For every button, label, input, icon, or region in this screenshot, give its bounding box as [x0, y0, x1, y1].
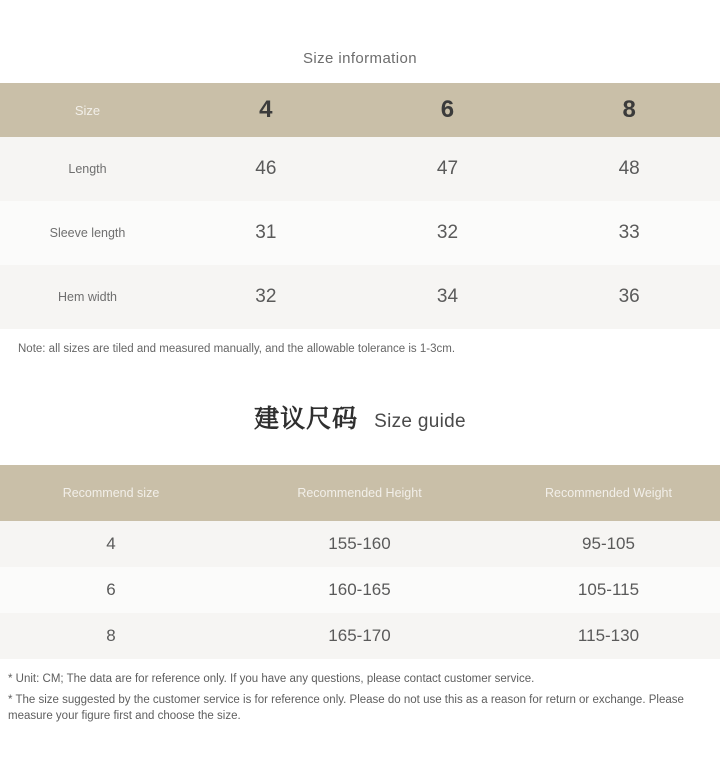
footnote-unit: * Unit: CM; The data are for reference only. If you have any questions, please contact customer service.	[8, 673, 535, 685]
size-table-header-col-3: 8	[622, 96, 636, 123]
size-guide-table-head	[0, 465, 720, 521]
size-row-label-hem: Hem width	[57, 289, 118, 304]
guide-row-1-size: 4	[106, 534, 116, 553]
size-table-header-row	[0, 83, 720, 137]
size-table-header-col-1: 4	[259, 96, 273, 123]
guide-header-recommend-size: Recommend size	[62, 485, 160, 500]
table-row	[0, 521, 720, 567]
table-row	[0, 265, 720, 329]
table-row	[0, 613, 720, 659]
size-row-sleeve-value-3: 33	[618, 222, 640, 243]
size-guide-table	[0, 465, 720, 659]
size-row-hem-value-3: 36	[618, 286, 640, 307]
size-table-head	[0, 83, 720, 137]
size-guide-heading-cn: 建议尺码	[254, 405, 359, 433]
size-table-body	[0, 137, 720, 329]
size-row-label-sleeve-length: Sleeve length	[49, 225, 126, 240]
table-row	[0, 137, 720, 201]
guide-row-1-height: 155-160	[328, 534, 391, 553]
size-guide-heading-en: Size guide	[374, 411, 466, 432]
guide-row-3-height: 165-170	[328, 626, 391, 645]
size-row-length-value-3: 48	[618, 158, 640, 179]
tolerance-note: Note: all sizes are tiled and measured manually, and the allowable tolerance is 1-3cm.	[18, 343, 456, 355]
size-table-header-col-2: 6	[440, 96, 455, 123]
table-row	[0, 201, 720, 265]
size-row-length-value-2: 47	[436, 158, 459, 179]
guide-row-3-size: 8	[106, 626, 116, 645]
size-row-sleeve-value-1: 31	[255, 222, 277, 243]
guide-header-recommended-weight: Recommended Weight	[545, 485, 672, 500]
size-row-sleeve-value-2: 32	[436, 222, 459, 243]
table-row	[0, 567, 720, 613]
size-row-hem-value-2: 34	[436, 286, 459, 307]
guide-row-1-weight: 95-105	[582, 534, 635, 553]
size-table-header-label: Size	[74, 102, 101, 118]
size-information-heading: Size information	[303, 50, 417, 67]
footnote-disclaimer: * The size suggested by the customer service is for reference only. Please do not use this as a reason for return or exchange. Please measure your figure first and choose the size.	[8, 693, 684, 723]
size-row-hem-value-1: 32	[255, 286, 277, 307]
guide-row-2-height: 160-165	[328, 580, 391, 599]
size-guide-table-body	[0, 521, 720, 659]
size-guide-heading	[0, 355, 720, 465]
size-guide-header-row	[0, 465, 720, 521]
guide-row-2-size: 6	[106, 580, 116, 599]
guide-row-3-weight: 115-130	[577, 626, 640, 645]
size-information-table	[0, 83, 720, 329]
size-row-length-value-1: 46	[255, 158, 277, 179]
footnotes	[0, 659, 720, 725]
guide-row-2-weight: 105-115	[577, 580, 640, 599]
guide-header-recommended-height: Recommended Height	[297, 485, 422, 500]
size-row-label-length: Length	[68, 161, 107, 176]
